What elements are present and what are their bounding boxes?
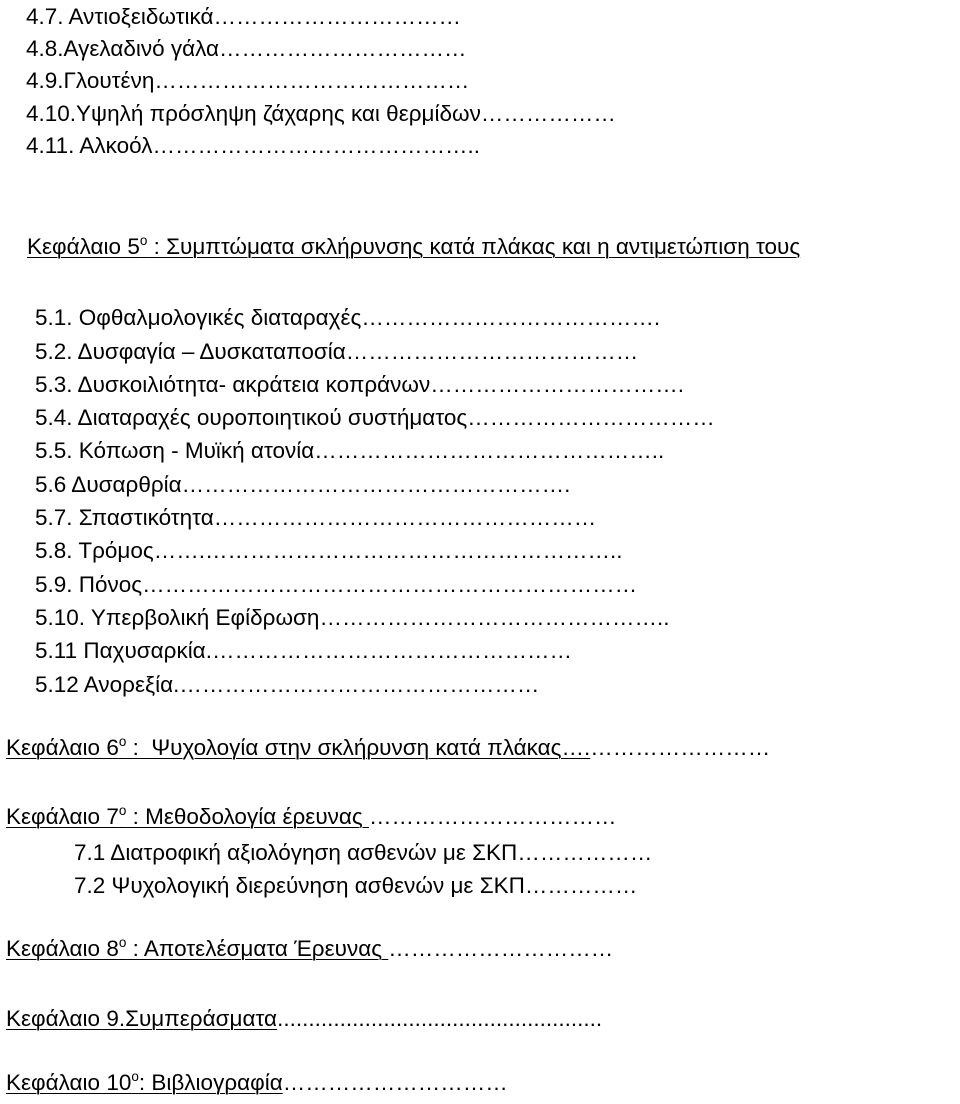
- leader-dots: …………………………………………………………: [142, 572, 638, 597]
- toc-entry-5-10[interactable]: [35, 607, 669, 630]
- leader-dots: ……………………………: [213, 4, 462, 29]
- entry-text: 4.10.Υψηλή πρόσληψη ζάχαρης και θερμίδων: [26, 101, 481, 126]
- toc-chapter-10[interactable]: [6, 1069, 508, 1095]
- chapter-title: : Αποτελέσματα Έρευνας: [126, 936, 389, 961]
- chapter-title: : Ψυχολογία στην σκλήρυνση κατά πλάκας: [126, 735, 562, 760]
- leader-dots: …………………………: [282, 1070, 508, 1095]
- entry-text: 5.7. Σπαστικότητα: [35, 505, 214, 530]
- toc-entry-4-8[interactable]: [26, 38, 467, 61]
- toc-entry-5-5[interactable]: [35, 440, 664, 463]
- entry-text: 5.9. Πόνος: [35, 572, 143, 597]
- toc-entry-4-10[interactable]: [26, 103, 616, 126]
- chapter-title: : Βιβλιογραφία: [138, 1070, 283, 1095]
- toc-chapter-6[interactable]: [6, 734, 771, 760]
- entry-text: 5.3. Δυσκοιλιότητα- ακράτεια κοπράνων: [35, 372, 431, 397]
- chapter-title: Κεφάλαιο 9.Συμπεράσματα: [6, 1006, 278, 1031]
- leader-dots: …………………………………………: [211, 638, 572, 663]
- toc-entry-5-9[interactable]: [35, 574, 637, 597]
- chapter-sup: ο: [118, 935, 127, 951]
- leader-dots: ....................................................: [277, 1006, 603, 1031]
- entry-text: 5.4. Διαταραχές ουροποιητικού συστήματος: [35, 405, 468, 430]
- leader-dots: ……………………………………: [154, 68, 470, 93]
- leader-dots: ……………………………………..: [152, 133, 480, 158]
- chapter-title: : Μεθοδολογία έρευνας: [126, 804, 369, 829]
- toc-entry-5-12[interactable]: [35, 674, 539, 697]
- toc-chapter-8[interactable]: [6, 935, 614, 961]
- entry-text: 5.8. Τρόμος: [35, 538, 154, 563]
- entry-text: 4.9.Γλουτένη: [26, 68, 155, 93]
- chapter-title: : Συμπτώματα σκλήρυνσης κατά πλάκας και η αντιμετώπιση τους: [147, 234, 801, 259]
- chapter-prefix: Κεφάλαιο 10: [6, 1070, 132, 1095]
- entry-text: 5.10. Υπερβολική Εφίδρωση: [35, 605, 320, 630]
- toc-entry-4-9[interactable]: [26, 70, 469, 93]
- leader-dots: ……………………………: [219, 36, 467, 61]
- leader-dots: …………………………….: [430, 372, 684, 397]
- leader-dots: ………………………………………..: [319, 605, 670, 630]
- leader-dots-underlined: ….: [561, 735, 591, 760]
- chapter-sup: ο: [139, 233, 148, 249]
- toc-chapter-9[interactable]: [6, 1008, 602, 1031]
- toc-entry-5-7[interactable]: [35, 507, 596, 530]
- entry-text: 5.1. Οφθαλμολογικές διαταραχές: [35, 305, 362, 330]
- entry-text: 5.11 Παχυσαρκία.: [35, 638, 212, 663]
- chapter-prefix: Κεφάλαιο 5: [27, 234, 140, 259]
- entry-text: 7.2 Ψυχολογική διερεύνηση ασθενών με ΣΚΠ: [74, 873, 525, 898]
- toc-entry-4-11[interactable]: [26, 135, 480, 158]
- leader-dots: ………………………………….: [361, 305, 661, 330]
- chapter-sup: ο: [118, 803, 127, 819]
- leader-dots: ……………………………: [368, 804, 617, 829]
- entry-text: 4.11. Αλκοόλ: [26, 133, 153, 158]
- entry-text: 5.2. Δυσφαγία – Δυσκαταποσία: [35, 339, 346, 364]
- toc-entry-5-3[interactable]: [35, 374, 684, 397]
- toc-entry-5-6[interactable]: [35, 474, 570, 497]
- leader-dots: ……………………………: [467, 405, 715, 430]
- toc-chapter-7[interactable]: [6, 803, 617, 829]
- entry-text: 5.6 Δυσαρθρία: [35, 472, 182, 497]
- toc-entry-5-2[interactable]: [35, 341, 638, 364]
- toc-entry-7-1[interactable]: [74, 842, 652, 865]
- leader-dots: ………………: [480, 101, 616, 126]
- leader-dots: ……………………: [590, 735, 771, 760]
- toc-entry-5-8[interactable]: [35, 540, 623, 563]
- entry-text: 5.12 Ανορεξία.: [35, 672, 180, 697]
- chapter-prefix: Κεφάλαιο 6: [6, 735, 119, 760]
- toc-entry-5-11[interactable]: [35, 640, 572, 663]
- leader-dots: ………………: [517, 840, 653, 865]
- leader-dots: …………………………………: [345, 339, 639, 364]
- toc-entry-5-4[interactable]: [35, 407, 715, 430]
- chapter-heading: [6, 804, 369, 829]
- leader-dots: …….………………………………………………..: [153, 538, 623, 563]
- leader-dots: ……………………………………………: [213, 505, 597, 530]
- chapter-sup: ο: [118, 734, 127, 750]
- chapter-sup: ο: [131, 1069, 139, 1085]
- leader-dots: …………………………………………: [179, 672, 540, 697]
- leader-dots: …………………………: [388, 936, 614, 961]
- leader-dots: ………………………………………..: [314, 438, 665, 463]
- toc-entry-4-7[interactable]: [26, 6, 461, 29]
- toc-entry-5-1[interactable]: [35, 307, 660, 330]
- chapter-heading: [6, 735, 590, 760]
- leader-dots: …………………………………………….: [181, 472, 571, 497]
- chapter-prefix: Κεφάλαιο 8: [6, 936, 119, 961]
- chapter-heading: [6, 1070, 283, 1095]
- chapter-prefix: Κεφάλαιο 7: [6, 804, 119, 829]
- toc-chapter-5[interactable]: [27, 233, 801, 259]
- leader-dots: ……………: [524, 873, 638, 898]
- entry-text: 7.1 Διατροφική αξιολόγηση ασθενών με ΣΚΠ: [74, 840, 518, 865]
- chapter-heading: [6, 936, 388, 961]
- entry-text: 4.8.Αγελαδινό γάλα: [26, 36, 220, 61]
- entry-text: 5.5. Κόπωση - Μυϊκή ατονία: [35, 438, 315, 463]
- entry-text: 4.7. Αντιοξειδωτικά: [26, 4, 214, 29]
- toc-entry-7-2[interactable]: [74, 875, 637, 898]
